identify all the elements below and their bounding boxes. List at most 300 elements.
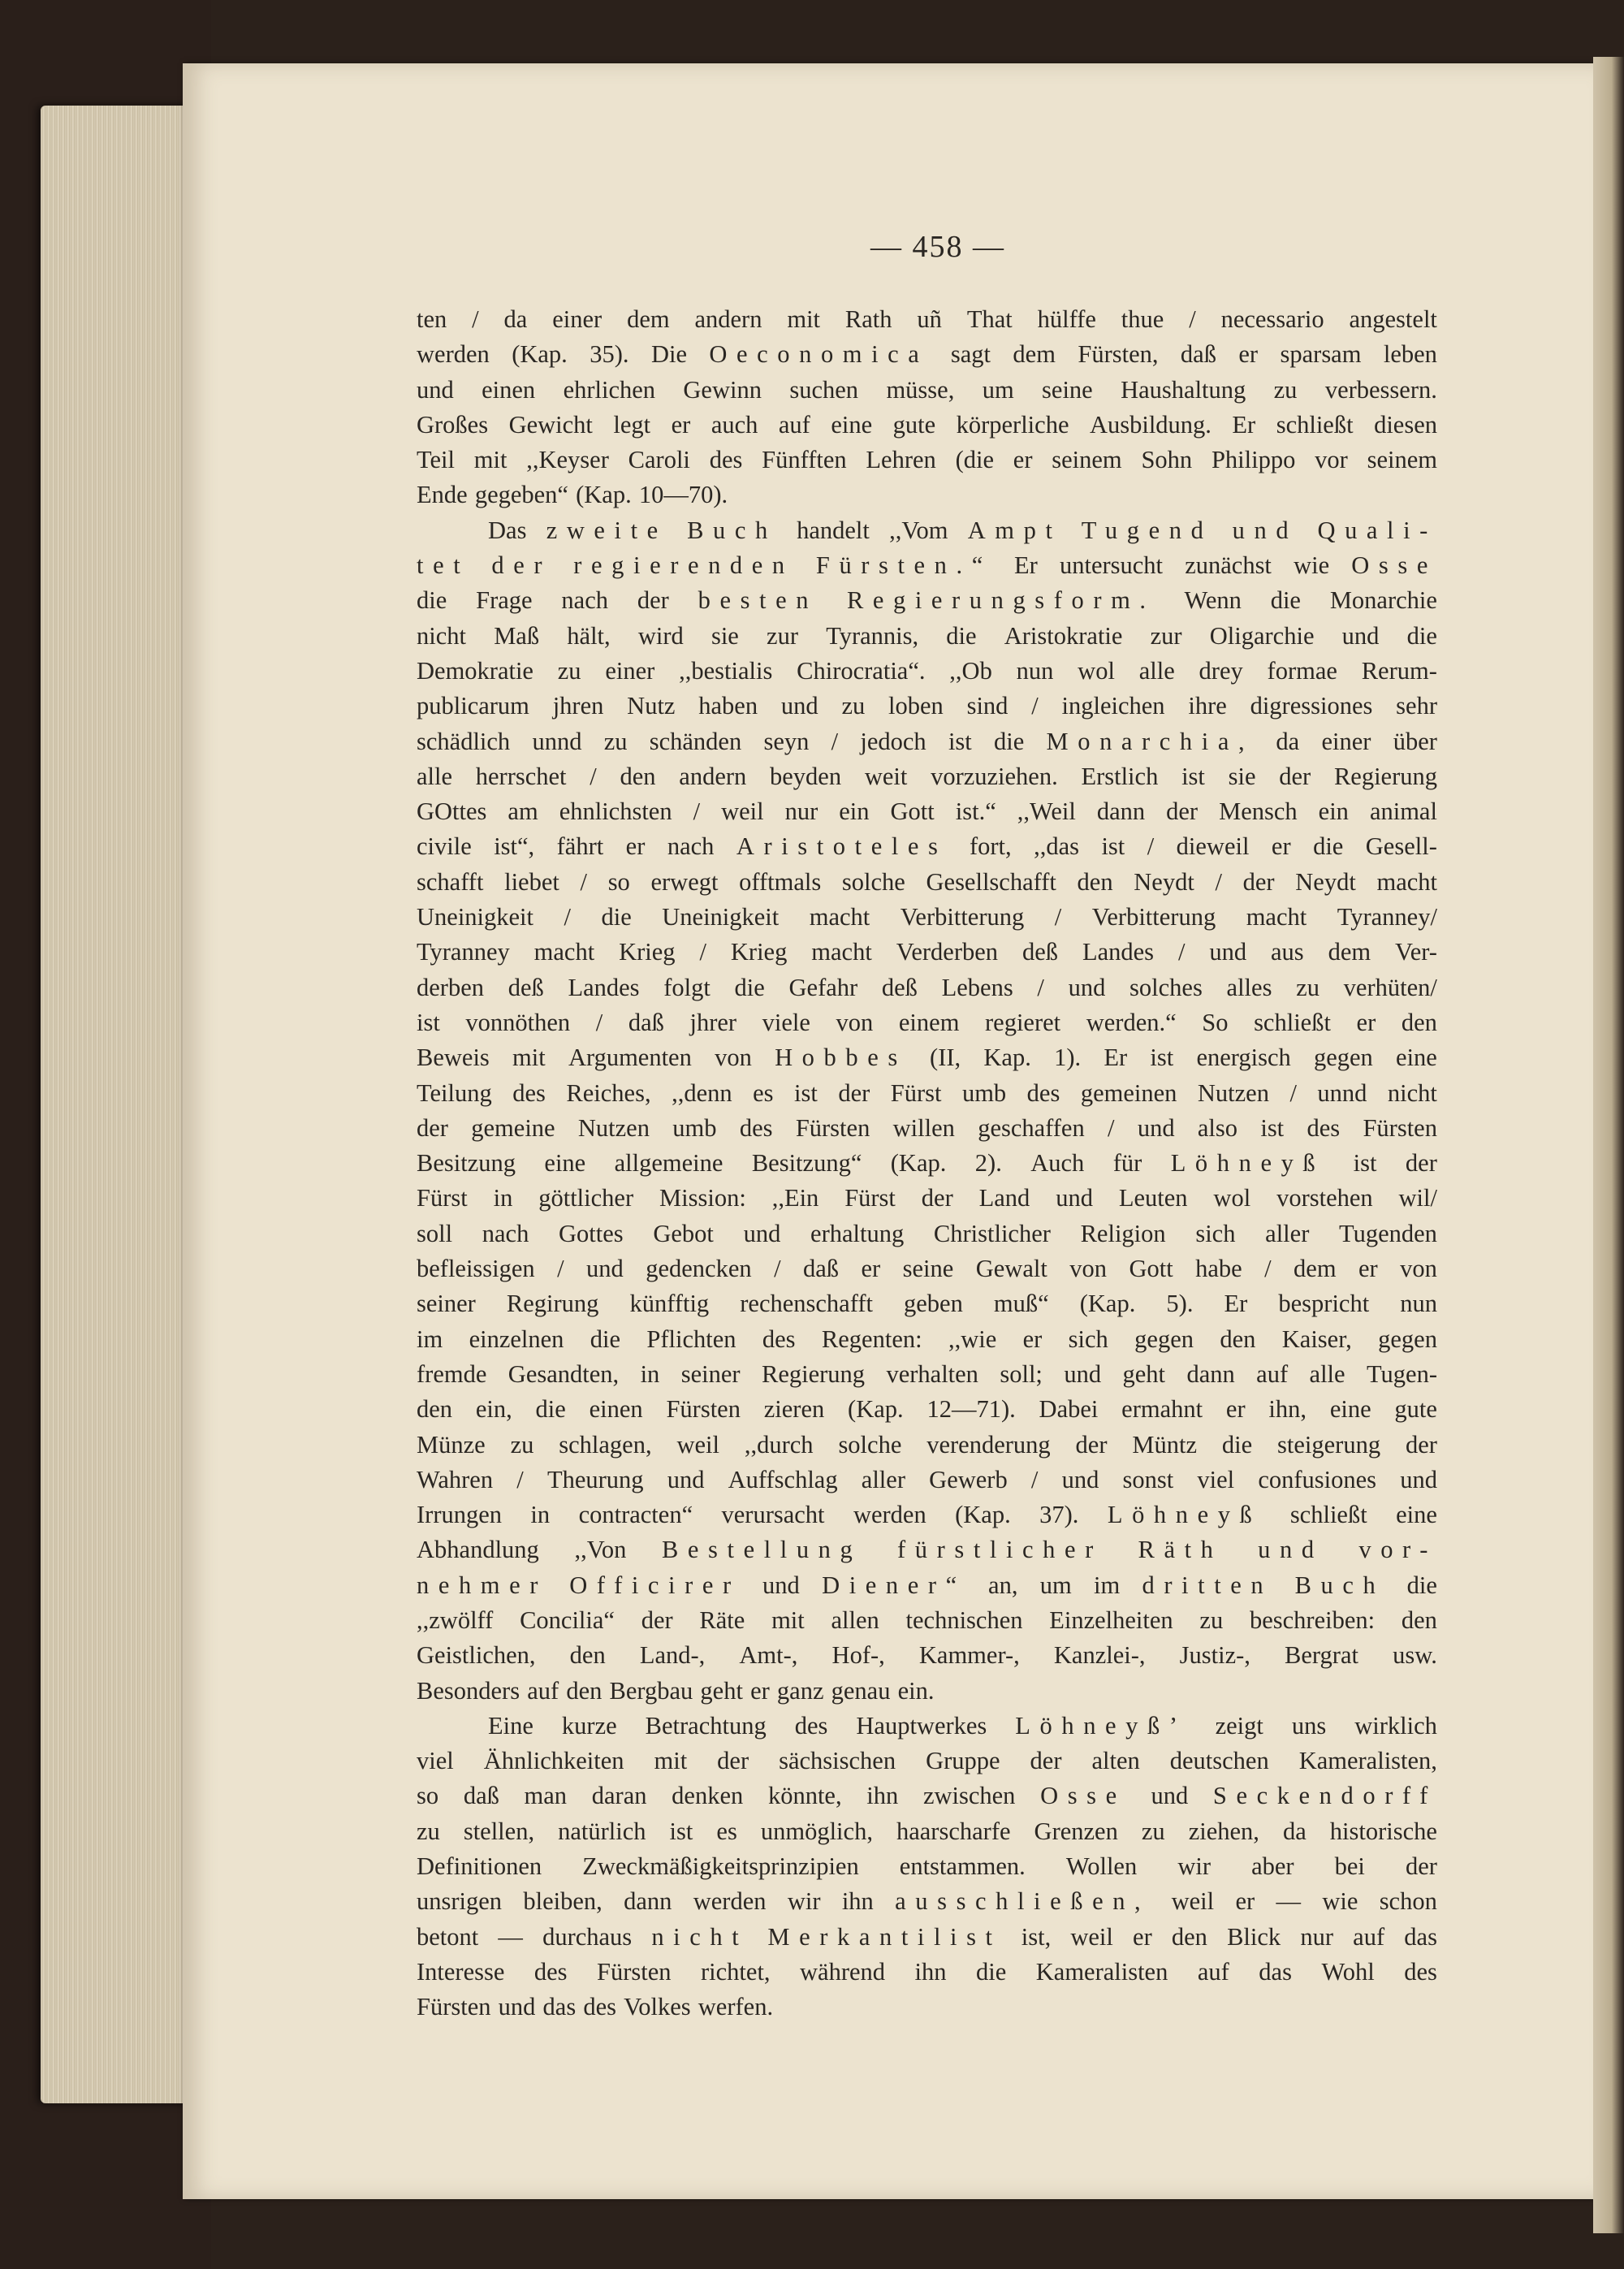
word: gute	[1394, 1395, 1437, 1424]
word: Tyrannis,	[826, 621, 919, 650]
word: tet	[417, 551, 470, 580]
word: Nutzen	[577, 1113, 650, 1142]
word: Großes	[417, 410, 489, 439]
word: Neydt	[1134, 867, 1194, 896]
word: Buch	[1294, 1571, 1385, 1599]
word: Leuten	[1118, 1184, 1188, 1212]
word: daran	[591, 1782, 647, 1810]
word: Zweckmäßigkeitsprinzipien	[582, 1852, 859, 1881]
word: Wahren	[417, 1465, 494, 1493]
word: er	[750, 1676, 770, 1705]
word: Teilung	[417, 1078, 492, 1107]
word: 35).	[590, 340, 629, 369]
word: nicht	[417, 621, 466, 650]
word: bleiben,	[523, 1887, 603, 1916]
word: Blick	[1227, 1922, 1281, 1951]
word: er	[1358, 1255, 1378, 1283]
text-line	[417, 373, 1437, 408]
word: (II,	[930, 1044, 961, 1072]
body-text	[417, 302, 1437, 2025]
word: zieren	[763, 1395, 825, 1424]
word: stellen,	[463, 1817, 535, 1845]
word: die	[1270, 586, 1301, 615]
word: im	[417, 1325, 443, 1353]
word: digressiones	[1250, 692, 1373, 720]
word: leben	[1383, 340, 1437, 369]
word: der	[838, 1078, 870, 1107]
word: schafft	[417, 867, 484, 896]
facing-page-edge	[1593, 57, 1624, 2233]
text-line	[417, 759, 1437, 794]
word: genau	[831, 1676, 891, 1705]
word: rechenschafft	[740, 1290, 873, 1318]
word: umb	[961, 1078, 1007, 1107]
word: zu	[557, 656, 581, 685]
word: ist	[1150, 1044, 1174, 1072]
word: /	[472, 305, 479, 333]
word: man	[524, 1782, 568, 1810]
word: Kanzlei-,	[1053, 1641, 1146, 1670]
text-line	[417, 1076, 1437, 1111]
word: ,,Weil	[1017, 797, 1076, 826]
word: verbessern.	[1324, 375, 1437, 404]
word: nicht	[651, 1922, 749, 1951]
word: ist.“	[955, 797, 996, 826]
word: macht	[1246, 903, 1307, 931]
word: Tugenden	[1339, 1219, 1437, 1247]
word: Nutz	[627, 692, 676, 720]
word: und	[1232, 516, 1298, 544]
text-line	[417, 935, 1437, 970]
word: dann	[624, 1887, 672, 1916]
word: Er	[1232, 410, 1256, 439]
word: aber	[1251, 1852, 1294, 1881]
word: und	[1064, 1359, 1102, 1388]
word: allgemeine	[614, 1149, 723, 1178]
word: einem	[898, 1008, 960, 1036]
word: ,,Ein	[771, 1184, 819, 1212]
word: Einzelheiten	[1049, 1606, 1173, 1634]
word: beyden	[770, 762, 842, 790]
word: ausschließen,	[895, 1887, 1151, 1916]
word: Gewalt	[975, 1255, 1047, 1283]
text-line	[417, 1322, 1437, 1357]
word: dem	[1013, 340, 1056, 369]
word: untersucht	[1059, 551, 1164, 580]
word: verhalten	[886, 1359, 978, 1388]
word: Verbitterung	[1091, 903, 1216, 931]
word: Monarchia,	[1046, 727, 1255, 755]
word: Theurung	[546, 1465, 644, 1493]
word: geht	[1122, 1359, 1166, 1388]
word: /	[516, 1465, 524, 1493]
word: und	[1151, 1782, 1189, 1810]
word: eine	[1396, 1501, 1437, 1529]
word: für	[1112, 1149, 1142, 1178]
word: Fürst	[844, 1184, 896, 1212]
text-line	[417, 1709, 1437, 1744]
text-line	[417, 1990, 1437, 2025]
word: werden	[417, 340, 490, 369]
word: usw.	[1393, 1641, 1437, 1670]
word: Regierungsform.	[846, 586, 1155, 615]
word: 37).	[1039, 1501, 1079, 1529]
word: mit	[512, 1044, 546, 1072]
word: Pflichten	[646, 1325, 736, 1353]
word: That	[966, 305, 1013, 333]
text-line	[417, 724, 1437, 759]
word: ihn,	[1268, 1395, 1307, 1424]
word: Dabei	[1039, 1395, 1099, 1424]
word: Landes	[568, 973, 640, 1001]
word: ist	[1181, 762, 1205, 790]
text-line	[417, 1463, 1437, 1498]
word: ist	[669, 1817, 693, 1845]
word: um	[1039, 1571, 1072, 1599]
word: er	[1022, 1325, 1043, 1353]
word: werfen.	[698, 1993, 774, 2021]
word: gegen	[1134, 1325, 1194, 1353]
word-gap	[468, 478, 475, 512]
word: Concilia“	[520, 1606, 615, 1634]
word: an,	[988, 1571, 1018, 1599]
word: einzelnen	[469, 1325, 564, 1353]
word: unsrigen	[417, 1887, 503, 1916]
word: folgt	[663, 973, 710, 1001]
word: geht	[700, 1676, 743, 1705]
word: er	[1356, 1008, 1376, 1036]
word: zeigt	[1215, 1711, 1263, 1740]
word: Gewerb	[929, 1465, 1008, 1493]
word: die	[1313, 832, 1344, 861]
word: die	[976, 1957, 1007, 1986]
word: dem	[1294, 1255, 1337, 1283]
text-line	[417, 1884, 1437, 1919]
word: einen	[482, 375, 536, 404]
word-gap	[824, 1674, 831, 1709]
text-line	[417, 302, 1437, 337]
word: vorzuziehen.	[931, 762, 1058, 790]
word: viel	[1197, 1465, 1235, 1493]
word: unnd	[532, 727, 582, 755]
word: alle	[1138, 656, 1175, 685]
word: gute	[892, 410, 936, 439]
word: die	[535, 1395, 566, 1424]
word: solche	[841, 867, 905, 896]
word: ingleichen	[1061, 692, 1165, 720]
word: Löhneyß	[1107, 1501, 1262, 1529]
text-line	[417, 1005, 1437, 1040]
word: vonnöthen	[465, 1008, 571, 1036]
word: ,,Von	[574, 1536, 627, 1564]
word: Buch	[687, 516, 777, 544]
word: ihn	[914, 1957, 947, 1986]
word: Diener“	[822, 1571, 966, 1599]
word: und	[743, 1219, 781, 1247]
word: die	[1221, 1430, 1253, 1459]
word: ten	[417, 305, 447, 333]
word: Tyranney/	[1337, 903, 1437, 931]
word: jhren	[552, 692, 604, 720]
word: Nutzen	[1197, 1078, 1269, 1107]
text-line	[417, 1568, 1437, 1603]
word: wird	[637, 621, 684, 650]
word: Lehren	[866, 446, 936, 474]
word-gap	[568, 478, 576, 512]
word: So	[1202, 1008, 1229, 1036]
text-line	[417, 689, 1437, 724]
word: deutschen	[1169, 1747, 1269, 1775]
word: alle	[417, 762, 453, 790]
word: durchaus	[542, 1922, 633, 1951]
word: 12—71).	[926, 1395, 1016, 1424]
word-gap	[770, 1674, 777, 1709]
word: /	[557, 1255, 564, 1283]
word: macht	[1376, 867, 1437, 896]
word: legt	[613, 410, 651, 439]
word: viele	[762, 1008, 810, 1036]
word-gap	[616, 1990, 624, 2025]
word: Gesellschafft	[926, 867, 1056, 896]
word: betont	[417, 1922, 479, 1951]
word: Frage	[476, 586, 533, 615]
word: Interesse	[417, 1957, 505, 1986]
word-gap	[491, 1990, 499, 2025]
word: richtet,	[701, 1957, 771, 1986]
word: mit	[771, 1606, 805, 1634]
word: zu	[1273, 375, 1298, 404]
word: wil/	[1398, 1184, 1437, 1212]
word: Oeconomica	[709, 340, 929, 369]
word: Aristoteles	[736, 832, 948, 861]
word: ihn	[866, 1782, 899, 1810]
text-line	[417, 513, 1437, 548]
word: Auch	[1030, 1149, 1085, 1178]
word: auch	[710, 410, 758, 439]
word: aller	[861, 1465, 905, 1493]
word: diesen	[1374, 410, 1437, 439]
word: Merkantilist	[767, 1922, 1002, 1951]
word: (Kap.	[512, 340, 568, 369]
word: schon	[1379, 1887, 1437, 1916]
word: fährt	[556, 832, 604, 861]
word: Tyranney	[417, 938, 510, 966]
word: weil	[721, 797, 764, 826]
word: Tugend	[1081, 516, 1213, 544]
word: bei	[1334, 1852, 1365, 1881]
word: Regenten:	[821, 1325, 922, 1353]
word: Mensch	[1219, 797, 1298, 826]
word: und	[1068, 973, 1106, 1001]
word: Auffschlag	[728, 1465, 838, 1493]
word: der	[1030, 1747, 1062, 1775]
word: verenderung	[926, 1430, 1051, 1459]
text-line	[417, 1181, 1437, 1216]
text-line	[417, 654, 1437, 689]
word: Gott	[1129, 1255, 1173, 1283]
word: Krieg	[730, 938, 788, 966]
word: und	[667, 1465, 705, 1493]
word: über	[1393, 727, 1437, 755]
word: macht	[809, 903, 870, 931]
word: dann	[1186, 1359, 1235, 1388]
word: Löhneyß	[1170, 1149, 1325, 1178]
word: soll;	[1000, 1359, 1043, 1388]
word: Ähnlichkeiten	[483, 1747, 624, 1775]
word: /	[595, 1008, 603, 1036]
word: der	[1405, 1852, 1437, 1881]
word: dem	[627, 305, 670, 333]
word: Betrachtung	[645, 1711, 767, 1740]
word: herrschet	[475, 762, 567, 790]
word: der	[491, 551, 552, 580]
word: Fürsten	[417, 1993, 491, 2021]
word: /	[1108, 1113, 1115, 1142]
word: Besitzung“	[751, 1149, 862, 1178]
word-gap	[890, 1674, 897, 1709]
word: das	[1404, 1922, 1437, 1951]
word: fürstlicher	[897, 1536, 1103, 1564]
word: Definitionen	[417, 1852, 542, 1881]
word: Teil	[417, 446, 455, 474]
word: weil	[676, 1430, 719, 1459]
word: sich	[1068, 1325, 1108, 1353]
word: sind	[966, 692, 1009, 720]
word: hülffe	[1037, 305, 1096, 333]
word: denken	[672, 1782, 744, 1810]
word: handelt	[797, 516, 870, 544]
word: Bergbau	[609, 1676, 693, 1705]
word: muß“	[993, 1290, 1049, 1318]
word: des	[709, 446, 743, 474]
word: mit	[787, 305, 821, 333]
word: und	[417, 375, 454, 404]
word: zu	[417, 1817, 440, 1845]
word: Wollen	[1065, 1852, 1138, 1881]
word: ein,	[475, 1395, 512, 1424]
word: energisch	[1196, 1044, 1291, 1072]
word: Fürsten.“	[815, 551, 992, 580]
word: habe	[1195, 1255, 1242, 1283]
word: aus	[1271, 938, 1304, 966]
word: necessario	[1220, 305, 1324, 333]
word: Wenn	[1184, 586, 1242, 615]
word: besten	[698, 586, 818, 615]
word: ehrlichen	[563, 375, 656, 404]
word: —	[1276, 1887, 1301, 1916]
text-line	[417, 478, 1437, 512]
word: die	[946, 621, 977, 650]
text-line	[417, 1251, 1437, 1286]
word: willen	[892, 1113, 955, 1142]
word: andern	[694, 305, 762, 333]
word: hält,	[567, 621, 611, 650]
word: eine	[1329, 1395, 1371, 1424]
word: und	[498, 1993, 536, 2021]
word: 10—70).	[638, 481, 728, 509]
word: ,,zwölff	[417, 1606, 494, 1634]
text-line	[417, 1146, 1437, 1181]
word: werden.“	[1086, 1008, 1177, 1036]
word: der	[637, 586, 669, 615]
word: am	[508, 797, 538, 826]
word: deß	[881, 973, 918, 1001]
word: regieret	[985, 1008, 1061, 1036]
word: des	[762, 1325, 796, 1353]
word: erwegt	[650, 867, 719, 896]
word: die	[601, 903, 632, 931]
word: jedoch	[860, 727, 926, 755]
word: Bergrat	[1285, 1641, 1358, 1670]
word: nach	[482, 1219, 529, 1247]
word: wie	[1322, 1887, 1358, 1916]
word: des	[1307, 1113, 1341, 1142]
word: den	[1077, 867, 1113, 896]
word: /	[1054, 903, 1062, 931]
word: wie	[1294, 551, 1330, 580]
word: ,,denn	[672, 1078, 732, 1107]
word: geschaffen	[978, 1113, 1085, 1142]
word: wir	[1177, 1852, 1211, 1881]
word: ,,das	[1034, 832, 1079, 861]
word: Krieg	[619, 938, 676, 966]
word: alten	[1091, 1747, 1140, 1775]
word: ein	[1318, 797, 1349, 826]
word: Abhandlung	[417, 1536, 539, 1564]
word: nicht	[1387, 1078, 1437, 1107]
word: alle	[1309, 1359, 1345, 1388]
word: /	[831, 727, 839, 755]
word: Aristokratie	[1004, 621, 1123, 650]
word: Rath	[844, 305, 892, 333]
word: /	[564, 903, 571, 931]
word: jhrer	[689, 1008, 737, 1036]
word: des	[533, 1957, 568, 1986]
word-gap	[743, 1674, 750, 1709]
word: Caroli	[628, 446, 690, 474]
word: ,,durch	[744, 1430, 814, 1459]
word: wirklich	[1354, 1711, 1437, 1740]
word: sehr	[1396, 692, 1437, 720]
word: gegeben“	[474, 481, 568, 509]
text-line	[417, 1849, 1437, 1884]
word: haben	[698, 692, 758, 720]
word: fort,	[969, 832, 1012, 861]
word: /	[1177, 938, 1186, 966]
word: civile	[417, 832, 472, 861]
word: /	[1289, 1078, 1297, 1107]
word: Gesandten,	[508, 1359, 620, 1388]
text-line	[417, 865, 1437, 900]
word: daß	[463, 1782, 499, 1810]
word: den	[1220, 1325, 1256, 1353]
word: daß	[1180, 340, 1216, 369]
word: nun	[1400, 1290, 1437, 1318]
word: /	[1215, 867, 1222, 896]
word: unnd	[1317, 1078, 1367, 1107]
word: ist“,	[494, 832, 535, 861]
word: daß	[803, 1255, 840, 1283]
word: macht	[811, 938, 872, 966]
word: Osse	[1040, 1782, 1126, 1810]
word: sagt	[950, 340, 991, 369]
word: einer	[552, 305, 603, 333]
word: ein.	[897, 1676, 935, 1705]
word: wol	[1213, 1184, 1251, 1212]
word: Uneinigkeit	[417, 903, 533, 931]
word: dritten	[1142, 1571, 1273, 1599]
text-line	[417, 1674, 1437, 1709]
